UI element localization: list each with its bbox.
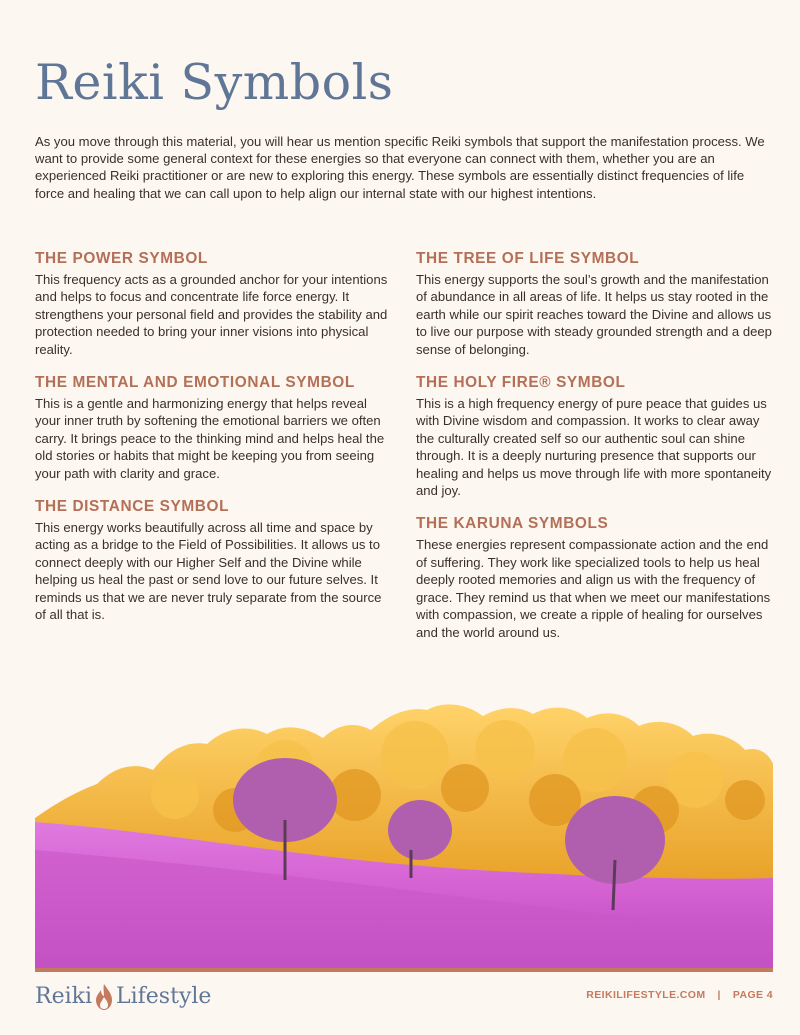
section-body: This frequency acts as a grounded anchor for your intentions and helps to focus and concentrate life force energy. It strengthens your personal field and provides the stability and protection needed to bring your inner visions into physical reality. <box>35 272 388 357</box>
logo-text-right: Lifestyle <box>116 984 212 1009</box>
section-heading: THE MENTAL AND EMOTIONAL SYMBOL <box>35 374 355 392</box>
section-heading: THE DISTANCE SYMBOL <box>35 498 230 516</box>
intro-paragraph: As you move through this material, you will hear us mention specific Reiki symbols that support the manifestation process. We want to provide some general context for these energies so that everyone can connect with them, whether you are an experienced Reiki practitioner or are new to exploring this energy. These symbols are essentially distinct frequencies of life force and healing that we can call upon to help align our internal state with our highest intentions. <box>35 134 765 201</box>
website-link[interactable]: REIKILIFESTYLE.COM <box>586 989 706 1001</box>
section-karuna-symbols <box>416 515 776 640</box>
page-title: Reiki Symbols <box>35 54 394 111</box>
section-heading: THE KARUNA SYMBOLS <box>416 515 609 533</box>
landscape-image <box>35 700 773 968</box>
footer-info <box>586 989 773 1001</box>
section-distance-symbol <box>35 498 395 623</box>
page-number: PAGE 4 <box>732 989 773 1001</box>
footer-logo <box>35 980 211 1014</box>
section-power-symbol <box>35 250 395 358</box>
section-mental-emotional-symbol <box>35 374 395 482</box>
logo-text-left: Reiki <box>35 984 92 1009</box>
left-column <box>35 250 395 640</box>
section-heading: THE TREE OF LIFE SYMBOL <box>416 250 640 267</box>
section-body: This is a gentle and harmonizing energy that helps reveal your inner truth by softening the emotional barriers we often carry. It brings peace to the thinking mind and helps heal the old stories or habits that might be keeping you from seeing your path with clarity and grace. <box>35 396 385 481</box>
right-column <box>416 250 776 657</box>
section-body: These energies represent compassionate action and the end of suffering. They work like specialized tools to help us heal deeply rooted memories and align us with the frequency of grace. They remind us that when we meet our manifestations with compassion, we create a ripple of healing for ourselves and the world around us. <box>416 537 771 640</box>
section-body: This is a high frequency energy of pure peace that guides us with Divine wisdom and compassion. It works to clear away the culturally created self so our authentic soul can shine through. It is a deeply nurturing presence that supports our healing and helps us move through life with more spontaneity and joy. <box>416 396 772 499</box>
section-body: This energy supports the soul’s growth and the manifestation of abundance in all areas of life. It helps us stay rooted in the earth while our spirit reaches toward the Divine and allows us to live our purpose with steady grounded strength and a deep sense of belonging. <box>416 272 772 357</box>
footer-rule <box>35 968 773 972</box>
section-heading: THE HOLY FIRE® SYMBOL <box>416 374 626 392</box>
section-heading: THE POWER SYMBOL <box>35 250 208 267</box>
footer-separator: | <box>717 989 721 1001</box>
section-holy-fire-symbol <box>416 374 776 499</box>
section-tree-of-life-symbol <box>416 250 776 358</box>
flame-icon <box>94 983 114 1011</box>
section-body: This energy works beautifully across all time and space by acting as a bridge to the Field of Possibilities. It allows us to connect deeply with our Higher Self and the Divine while helping us heal the past or send love to our future selves. It reminds us that we are never truly separate from the source of all that is. <box>35 520 382 623</box>
